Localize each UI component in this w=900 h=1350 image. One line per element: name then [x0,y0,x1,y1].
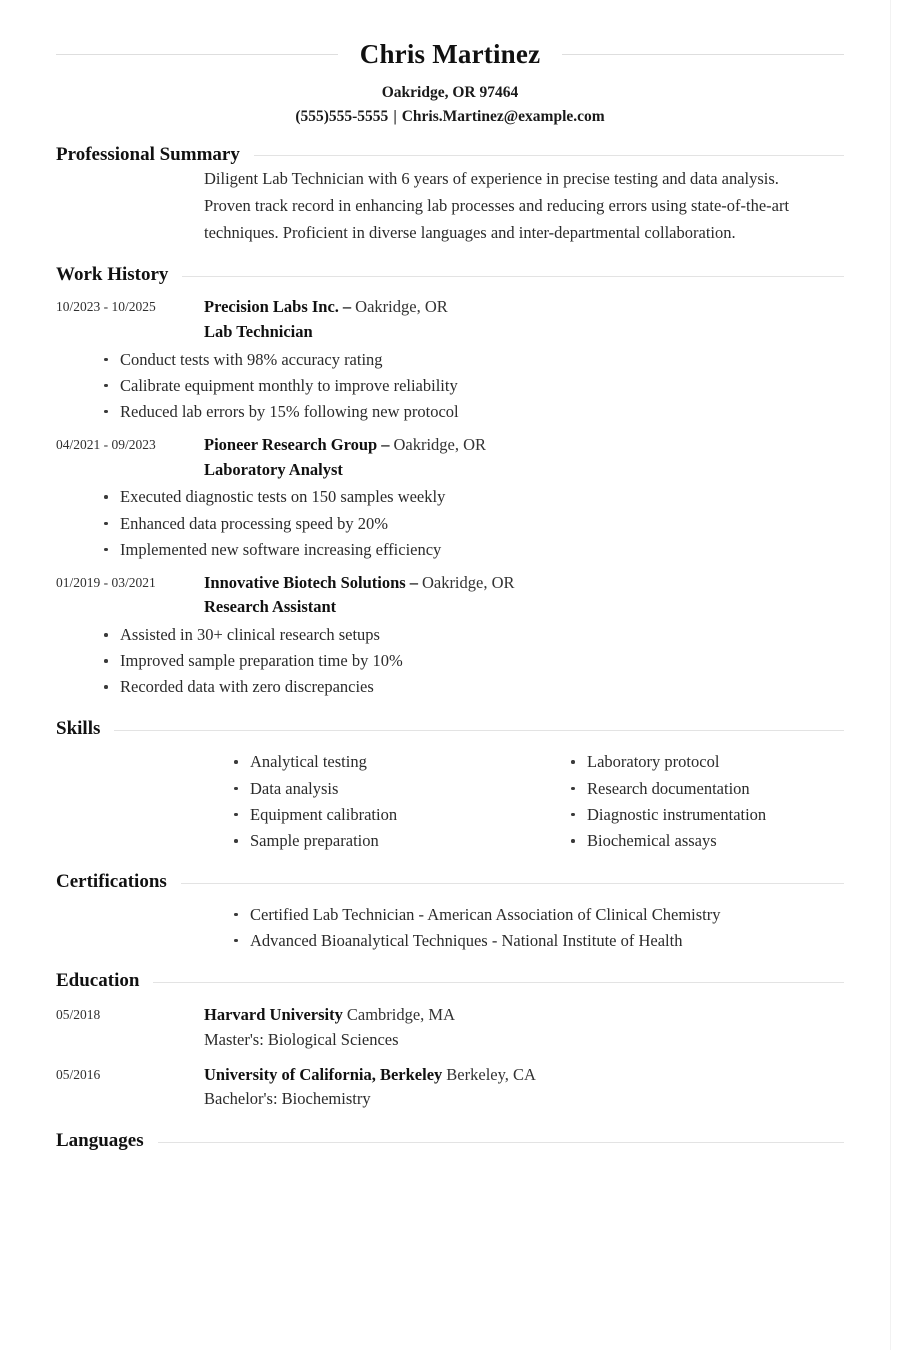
list-item: Conduct tests with 98% accuracy rating [104,347,844,373]
contact-phone-email [56,107,844,128]
list-item: Certified Lab Technician - American Association of Clinical Chemistry [234,902,844,928]
skills-column-right [450,749,844,855]
section-rule [153,982,844,983]
list-item: Assisted in 30+ clinical research setups [104,622,844,648]
list-item: Laboratory protocol [571,749,844,775]
education-entry-school-line [204,1063,844,1088]
certifications-list [56,902,844,955]
list-item: Improved sample preparation time by 10% [104,648,844,674]
work-entry-location: Oakridge, OR [355,297,448,317]
section-title-certifications: Certifications [56,870,167,892]
page-edge [890,0,891,1350]
section-languages [56,1130,844,1153]
employer-location-dash: – [342,297,352,317]
education-entry-date: 05/2016 [56,1066,101,1082]
summary-text: Diligent Lab Technician with 6 years of experience in precise testing and data analysis. Proven track record in enhancing lab processes and reducing errors using state-of-the-art techniques. Proficient in diverse languages and inter-departmental collaboration. [204,169,790,242]
list-item: Analytical testing [234,749,450,775]
skills-list-left [234,749,450,855]
section-rule [182,276,844,277]
work-entry-employer-line [204,571,844,596]
work-entry-dates: 04/2021 - 09/2023 [56,436,156,452]
work-entry-employer: Precision Labs Inc. [204,297,339,317]
education-entry [56,1063,844,1113]
list-item: Research documentation [571,776,844,802]
education-entry-school: University of California, Berkeley [204,1064,443,1084]
skills-column-left [56,749,450,855]
work-entry-body [204,295,844,345]
list-item: Equipment calibration [234,802,450,828]
education-entry-body [204,1003,844,1053]
work-entry-bullets [56,622,844,700]
resume-header [56,0,844,128]
work-entry-body [204,433,844,483]
education-entry-degree: Master's: Biological Sciences [204,1029,399,1049]
education-entry-school: Harvard University [204,1005,343,1025]
candidate-name: Chris Martinez [359,39,541,69]
contact-email: Chris.Martinez@example.com [401,107,605,125]
section-rule [158,1142,844,1143]
education-entry [56,1003,844,1053]
work-entry-employer: Innovative Biotech Solutions [204,572,406,592]
summary-spacer [56,166,204,168]
section-education [56,970,844,1112]
summary-body [204,166,844,246]
work-entry-job-title: Research Assistant [204,597,337,617]
work-entry-bullets [56,484,844,562]
list-item: Diagnostic instrumentation [571,802,844,828]
section-work-history [56,264,844,700]
section-certifications [56,871,844,955]
work-entry-employer-line [204,295,844,320]
section-skills [56,718,844,854]
section-head [56,970,844,993]
skills-list-right [571,749,844,855]
section-title-education: Education [56,970,140,992]
list-item: Reduced lab errors by 15% following new protocol [104,399,844,425]
work-entry-location: Oakridge, OR [421,572,515,592]
list-item: Recorded data with zero discrepancies [104,674,844,700]
work-entry-body [204,571,844,621]
work-entry-dates: 01/2019 - 03/2021 [56,574,156,590]
list-item: Calibrate equipment monthly to improve reliability [104,373,844,399]
contact-address: Oakridge, OR 97464 [381,83,519,101]
work-entry-job-title: Laboratory Analyst [204,459,343,479]
education-entry-location: Berkeley, CA [446,1064,536,1084]
work-entry-job-title: Lab Technician [204,322,313,342]
section-title-skills: Skills [56,718,101,740]
list-item: Implemented new software increasing efficiency [104,537,844,563]
skills-columns [56,749,844,855]
list-item: Biochemical assays [571,828,844,854]
section-head [56,1130,844,1153]
section-title-languages: Languages [56,1130,144,1152]
work-entry-employer-line [204,433,844,458]
name-rule-right [562,54,844,55]
work-entry-employer: Pioneer Research Group [204,434,378,454]
list-item: Data analysis [234,776,450,802]
contact-phone: (555)555-5555 [295,107,389,125]
education-entry-school-line [204,1003,844,1028]
list-item: Sample preparation [234,828,450,854]
education-entry-date: 05/2018 [56,1007,101,1023]
employer-location-dash: – [409,572,418,592]
work-entry-location: Oakridge, OR [393,434,487,454]
section-head [56,144,844,167]
section-rule [114,730,844,731]
employer-location-dash: – [381,434,390,454]
work-entry [56,433,844,483]
list-item: Advanced Bioanalytical Techniques - National Institute of Health [234,928,844,954]
work-entry [56,295,844,345]
section-head [56,718,844,741]
work-entry-dates: 10/2023 - 10/2025 [56,299,156,315]
section-title-summary: Professional Summary [56,143,240,165]
work-entry [56,571,844,621]
education-entry-body [204,1063,844,1113]
summary-row [56,166,844,246]
education-entry-location: Cambridge, MA [346,1005,456,1025]
name-row [56,40,844,70]
section-professional-summary [56,144,844,247]
list-item: Executed diagnostic tests on 150 samples weekly [104,484,844,510]
name-rule-left [56,54,338,55]
section-head [56,871,844,894]
list-item: Enhanced data processing speed by 20% [104,511,844,537]
section-rule [181,883,844,884]
section-head [56,264,844,287]
education-entry-degree: Bachelor's: Biochemistry [204,1089,371,1109]
work-entry-bullets [56,347,844,425]
resume-content [56,0,844,1153]
contact-separator: | [393,107,397,125]
section-rule [254,155,844,156]
section-title-work-history: Work History [56,264,169,286]
